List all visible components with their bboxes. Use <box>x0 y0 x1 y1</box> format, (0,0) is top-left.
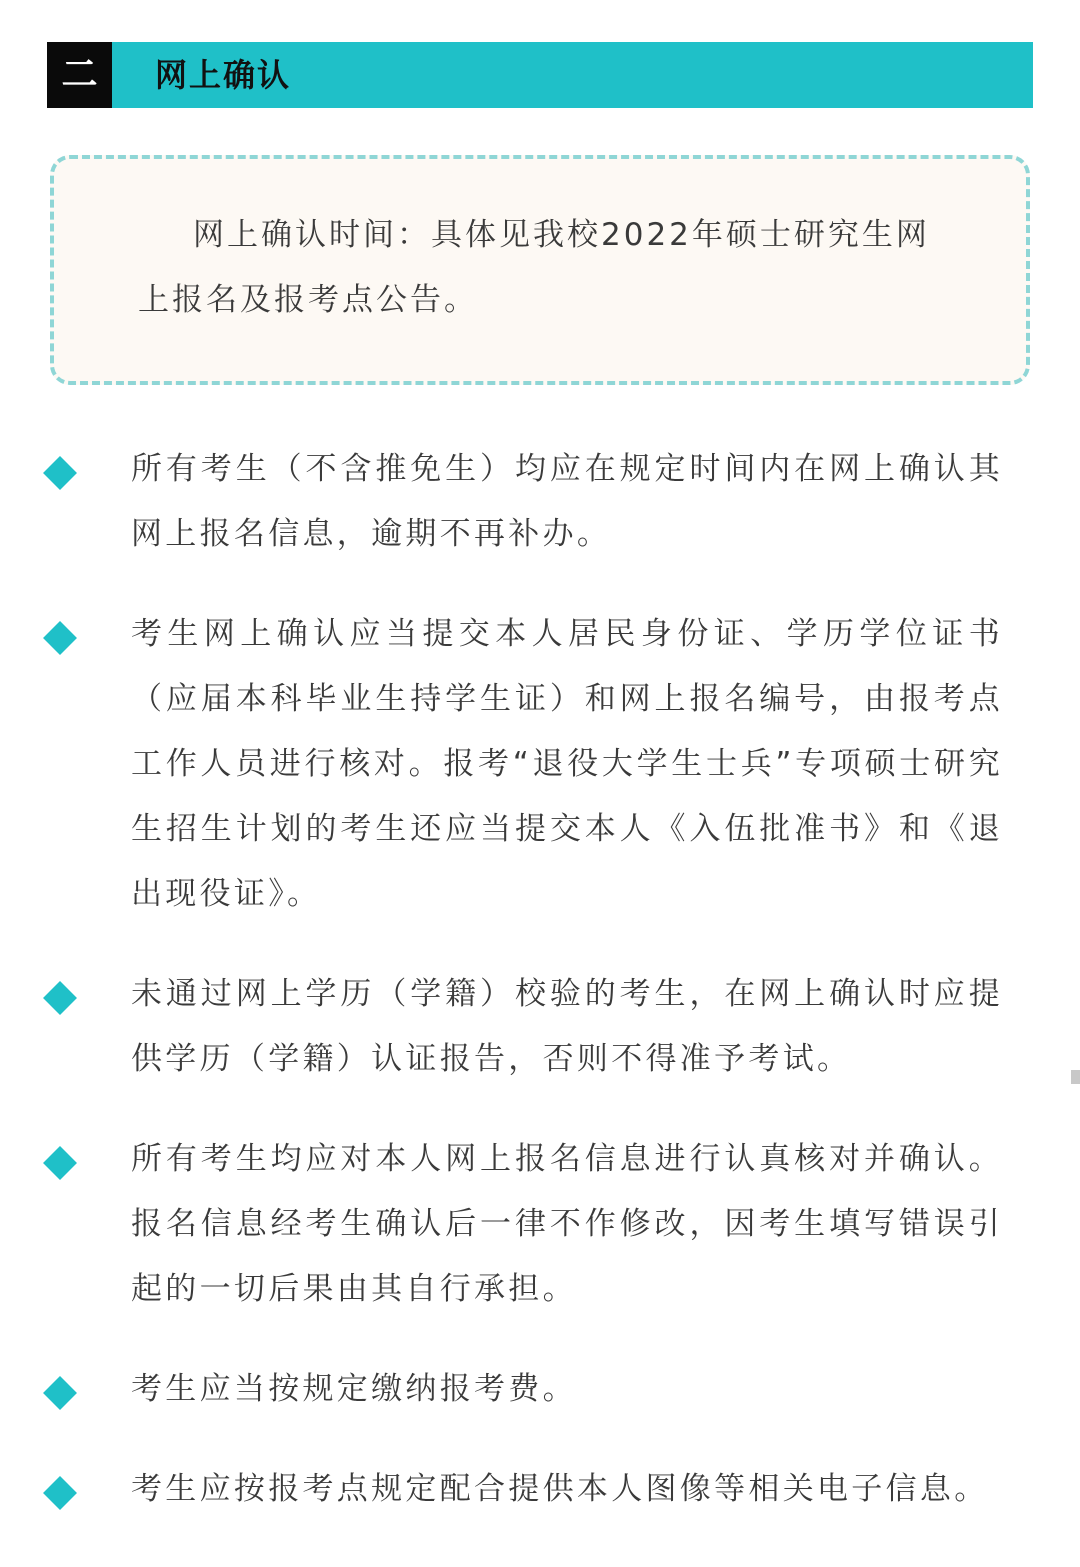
diamond-bullet-icon <box>43 1376 77 1410</box>
diamond-bullet-icon <box>43 621 77 655</box>
notice-text: 网上确认时间：具体见我校2022年硕士研究生网上报名及报考点公告。 <box>138 217 930 318</box>
diamond-bullet-icon <box>43 981 77 1015</box>
list-item-text: 考生网上确认应当提交本人居民身份证、学历学位证书（应届本科毕业生持学生证）和网上报名编号，由报考点工作人员进行核对。报考“退役大学生士兵”专项硕士研究生招生计划的考生还应当提交本人《入伍批准书》和《退出现役证》。 <box>131 616 1003 912</box>
diamond-bullet-icon <box>43 1146 77 1180</box>
diamond-bullet-icon <box>43 456 77 490</box>
section-header <box>47 42 1033 108</box>
scrollbar[interactable] <box>1071 1070 1080 1084</box>
list-item-text: 考生应当按规定缴纳报考费。 <box>131 1371 577 1407</box>
section-title: 网上确认 <box>155 56 292 94</box>
list-item-text: 所有考生均应对本人网上报名信息进行认真核对并确认。报名信息经考生确认后一律不作修改，因考生填写错误引起的一切后果由其自行承担。 <box>131 1141 1003 1307</box>
notice-box <box>50 155 1030 385</box>
diamond-bullet-icon <box>43 1476 77 1510</box>
list-item-text: 考生应按报考点规定配合提供本人图像等相关电子信息。 <box>131 1471 989 1507</box>
section-number: 二 <box>47 42 112 108</box>
list-item-text: 未通过网上学历（学籍）校验的考生，在网上确认时应提供学历（学籍）认证报告，否则不得准予考试。 <box>131 976 1003 1077</box>
list-item-text: 所有考生（不含推免生）均应在规定时间内在网上确认其网上报名信息，逾期不再补办。 <box>131 451 1003 552</box>
